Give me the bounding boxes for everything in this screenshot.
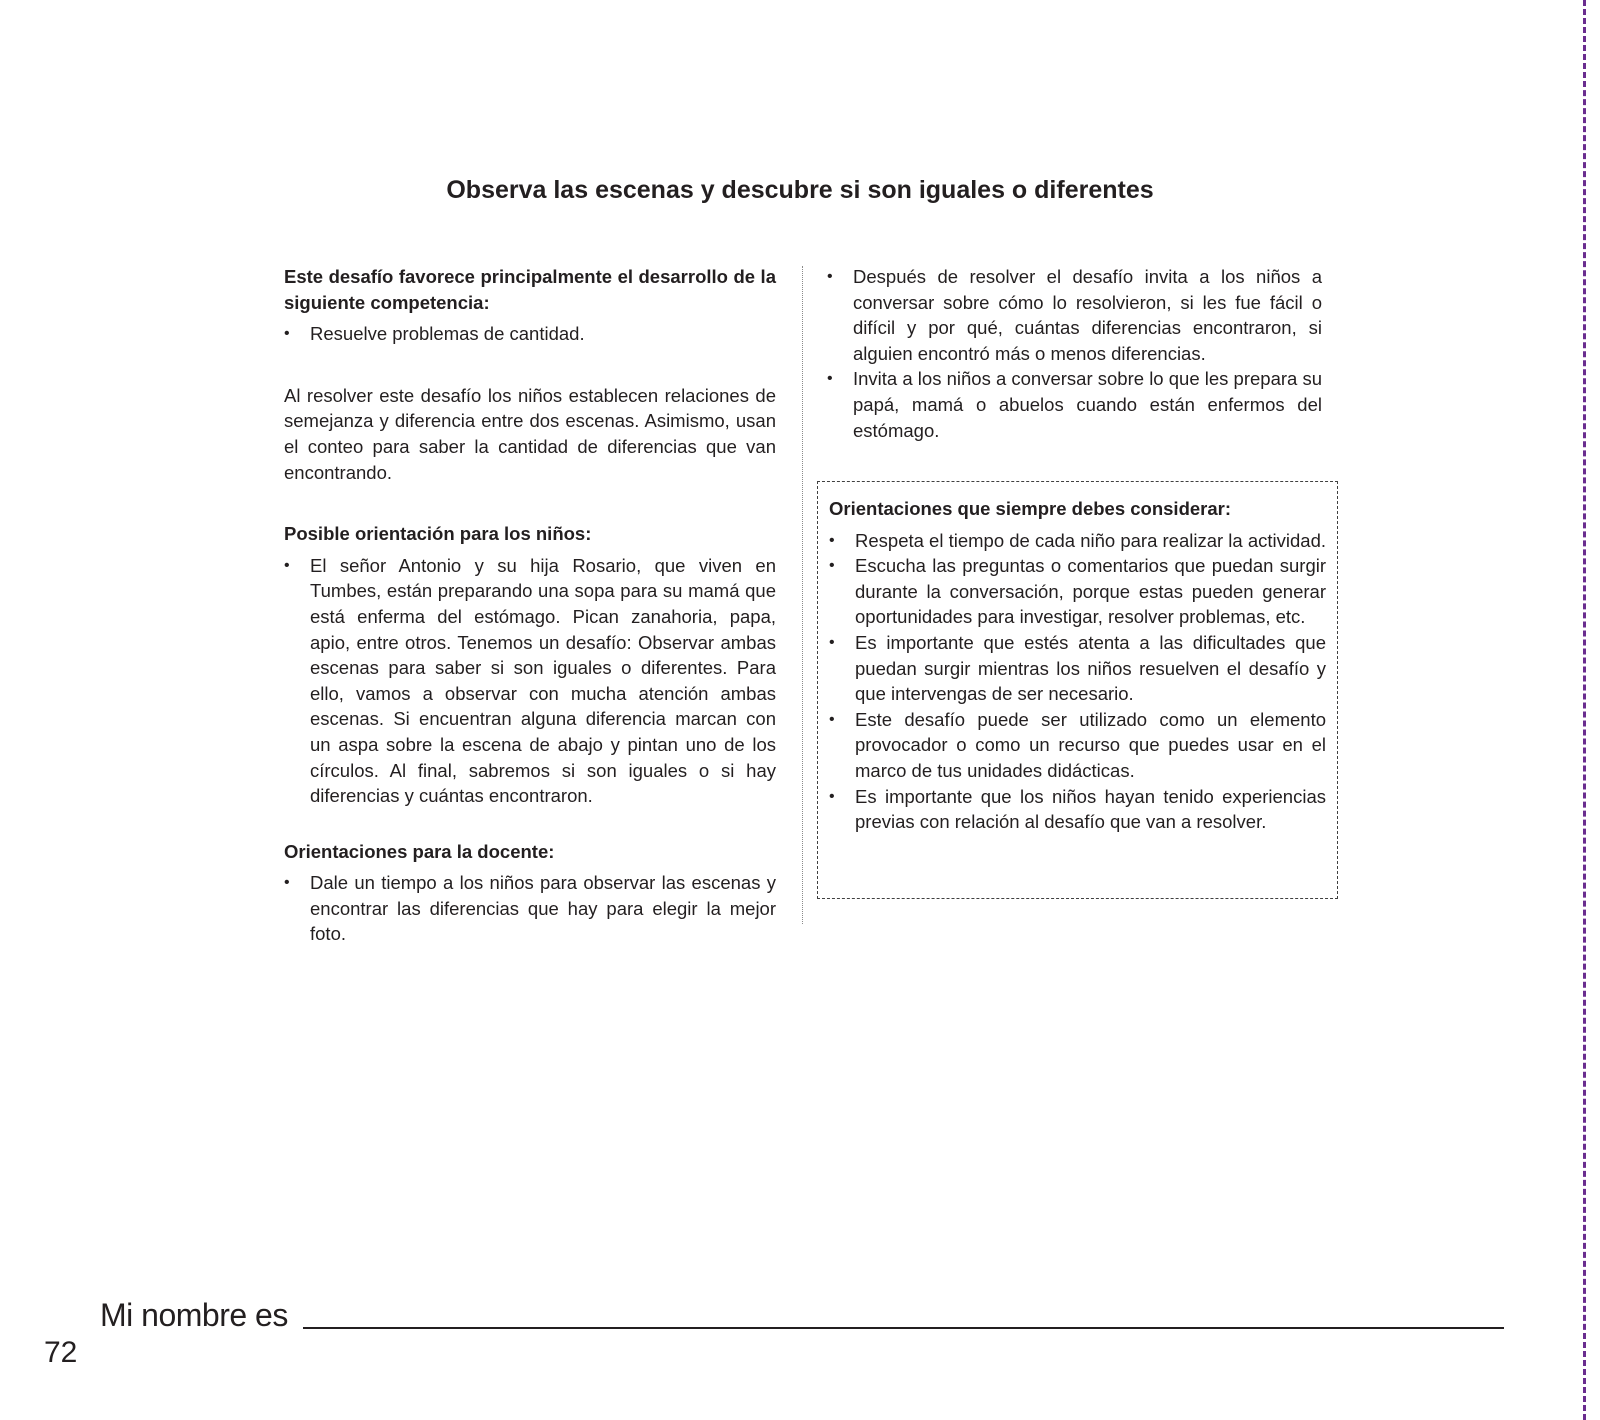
cut-line xyxy=(1583,0,1586,1420)
column-divider xyxy=(802,266,803,924)
list-item xyxy=(829,784,1326,835)
list-item xyxy=(829,553,1326,630)
consideration-text: Respeta el tiempo de cada niño para realizar la actividad. xyxy=(855,529,1327,551)
teacher-guidance-list xyxy=(284,870,776,947)
considerations-list xyxy=(829,528,1326,835)
list-item xyxy=(829,630,1326,707)
bullet-icon: • xyxy=(829,710,835,728)
considerations-box xyxy=(817,481,1338,899)
bullet-icon: • xyxy=(827,268,833,285)
right-item-text: Después de resolver el desafío invita a los niños a conversar sobre cómo lo resolvieron, si les fue fácil o difícil y por qué, cuántas diferencias encontraron, si alguien encontró más o menos diferencias. xyxy=(853,266,1322,364)
right-column-list xyxy=(827,264,1322,443)
list-item xyxy=(284,870,776,947)
competency-list xyxy=(284,321,776,347)
bullet-icon: • xyxy=(829,557,835,575)
competency-heading: Este desafío favorece principalmente el desarrollo de la siguiente competencia: xyxy=(284,266,776,313)
bullet-icon: • xyxy=(829,531,835,549)
list-item xyxy=(829,707,1326,784)
intro-paragraph: Al resolver este desafío los niños establecen relaciones de semejanza y diferencia entre dos escenas. Asimismo, usan el conteo para saber la cantidad de diferencias que van encontrando. xyxy=(284,384,776,483)
name-label: Mi nombre es xyxy=(100,1297,288,1333)
children-guidance-heading: Posible orientación para los niños: xyxy=(284,523,592,545)
consideration-text: Este desafío puede ser utilizado como un elemento provocador o como un recurso que puedes usar en el marco de tus unidades didácticas. xyxy=(855,708,1326,781)
bullet-icon: • xyxy=(829,633,835,651)
list-item xyxy=(284,553,776,809)
list-item xyxy=(827,264,1322,366)
left-column xyxy=(284,264,776,947)
bullet-icon: • xyxy=(829,787,835,805)
consideration-text: Es importante que estés atenta a las dificultades que puedan surgir mientras los niños resuelven el desafío y que intervengas de ser necesario. xyxy=(855,631,1326,705)
name-write-line[interactable] xyxy=(303,1327,1504,1329)
teacher-guidance-text: Dale un tiempo a los niños para observar las escenas y encontrar las diferencias que hay para elegir la mejor foto. xyxy=(310,872,776,945)
bullet-icon: • xyxy=(827,370,833,388)
consideration-text: Es importante que los niños hayan tenido experiencias previas con relación al desafío que van a resolver. xyxy=(855,785,1326,833)
considerations-heading: Orientaciones que siempre debes considerar: xyxy=(829,498,1232,519)
competency-text: Resuelve problemas de cantidad. xyxy=(310,323,585,345)
right-column xyxy=(827,264,1322,443)
teacher-guidance-heading: Orientaciones para la docente: xyxy=(284,840,555,862)
bullet-icon: • xyxy=(284,325,290,343)
children-guidance-text: El señor Antonio y su hija Rosario, que viven en Tumbes, están preparando una sopa para su mamá que está enferma del estómago. Pican zanahoria, papa, apio, entre otros. Tenemos un desafío: Observar ambas escenas para saber si son iguales o diferentes. Para ello, vamos a observar con mucha atención ambas escenas. Si encuentran alguna diferencia marcan con un aspa sobre la escena de abajo y pintan uno de los círculos. Al final, sabremos si son iguales o si hay diferencias y cuántas encontraron. xyxy=(310,554,776,807)
bullet-icon: • xyxy=(284,874,290,892)
bullet-icon: • xyxy=(284,556,290,574)
children-guidance-list xyxy=(284,553,776,809)
page-title: Observa las escenas y descubre si son iguales o diferentes xyxy=(446,176,1154,204)
consideration-text: Escucha las preguntas o comentarios que puedan surgir durante la conversación, porque estas pueden generar oportunidades para investigar, resolver problemas, etc. xyxy=(855,555,1326,628)
right-item-text: Invita a los niños a conversar sobre lo que les prepara su papá, mamá o abuelos cuando están enfermos del estómago. xyxy=(853,368,1322,441)
page-number: 72 xyxy=(44,1336,78,1369)
list-item xyxy=(284,321,776,347)
list-item xyxy=(829,528,1326,554)
list-item xyxy=(827,366,1322,443)
